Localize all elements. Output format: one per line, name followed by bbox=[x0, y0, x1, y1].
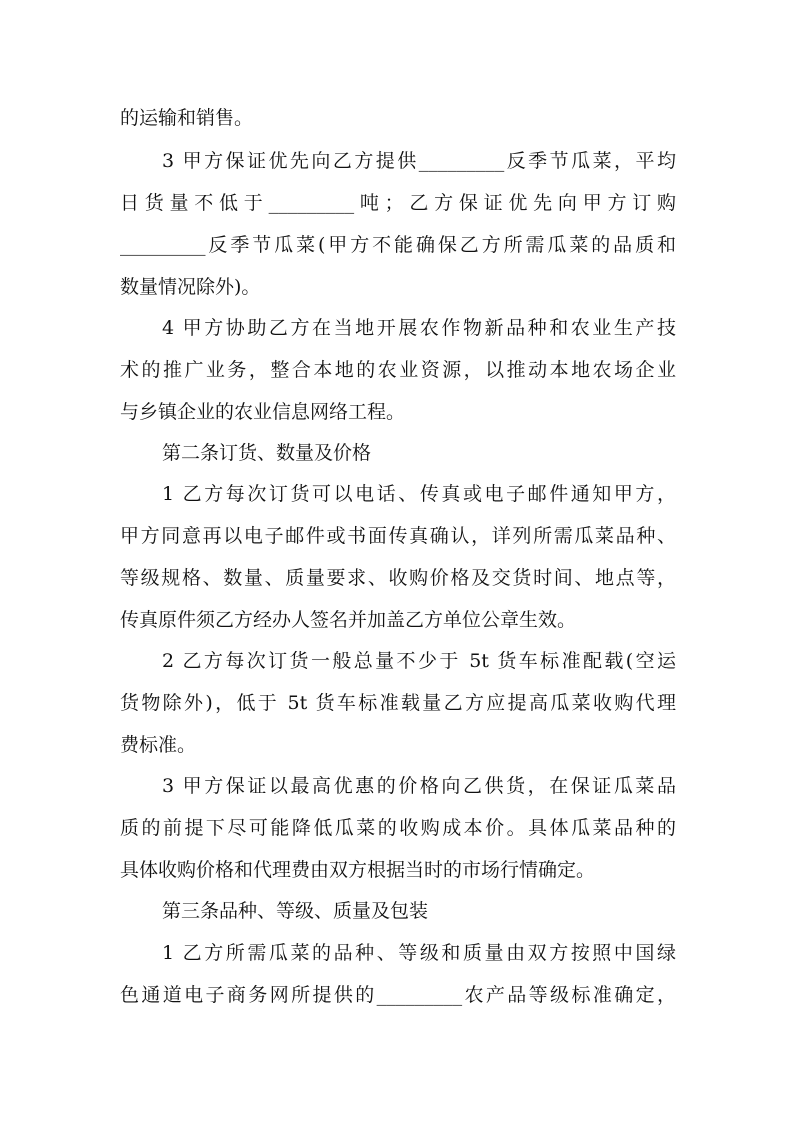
paragraph-line: 1 乙方所需瓜菜的品种、等级和质量由双方按照中国绿 bbox=[162, 942, 676, 964]
paragraph-line: 的运输和销售。 bbox=[120, 107, 254, 129]
paragraph-line: 费标准。 bbox=[120, 734, 197, 756]
paragraph-line: 质的前提下尽可能降低瓜菜的收购成本价。具体瓜菜品种的 bbox=[120, 817, 676, 839]
paragraph-line: 3 甲方保证优先向乙方提供_________反季节瓜菜，平均 bbox=[162, 150, 676, 172]
paragraph-line: 甲方同意再以电子邮件或书面传真确认，详列所需瓜菜品种、 bbox=[120, 525, 676, 547]
paragraph-line: _________反季节瓜菜(甲方不能确保乙方所需瓜菜的品质和 bbox=[120, 234, 676, 256]
section-heading: 第三条品种、等级、质量及包装 bbox=[162, 900, 429, 922]
paragraph-line: 4 甲方协助乙方在当地开展农作物新品种和农业生产技 bbox=[162, 317, 676, 339]
paragraph-line: 1 乙方每次订货可以电话、传真或电子邮件通知甲方， bbox=[162, 483, 676, 505]
paragraph-line: 与乡镇企业的农业信息网络工程。 bbox=[120, 401, 406, 423]
paragraph-line: 传真原件须乙方经办人签名并加盖乙方单位公章生效。 bbox=[120, 609, 577, 631]
paragraph-line: 3 甲方保证以最高优惠的价格向乙供货，在保证瓜菜品 bbox=[162, 775, 676, 797]
paragraph-line: 具体收购价格和代理费由双方根据当时的市场行情确定。 bbox=[120, 859, 596, 881]
paragraph-line: 2 乙方每次订货一般总量不少于 5t 货车标准配载(空运 bbox=[162, 650, 676, 672]
paragraph-line: 货物除外)，低于 5t 货车标准载量乙方应提高瓜菜收购代理 bbox=[120, 692, 676, 714]
paragraph-line: 等级规格、数量、质量要求、收购价格及交货时间、地点等， bbox=[120, 567, 676, 589]
paragraph-line: 日货量不低于_________吨；乙方保证优先向甲方订购 bbox=[120, 192, 676, 214]
paragraph-line: 数量情况除外)。 bbox=[120, 276, 261, 298]
paragraph-line: 色通道电子商务网所提供的_________农产品等级标准确定， bbox=[120, 984, 676, 1006]
paragraph-line: 术的推广业务，整合本地的农业资源，以推动本地农场企业 bbox=[120, 359, 676, 381]
section-heading: 第二条订货、数量及价格 bbox=[162, 442, 372, 464]
